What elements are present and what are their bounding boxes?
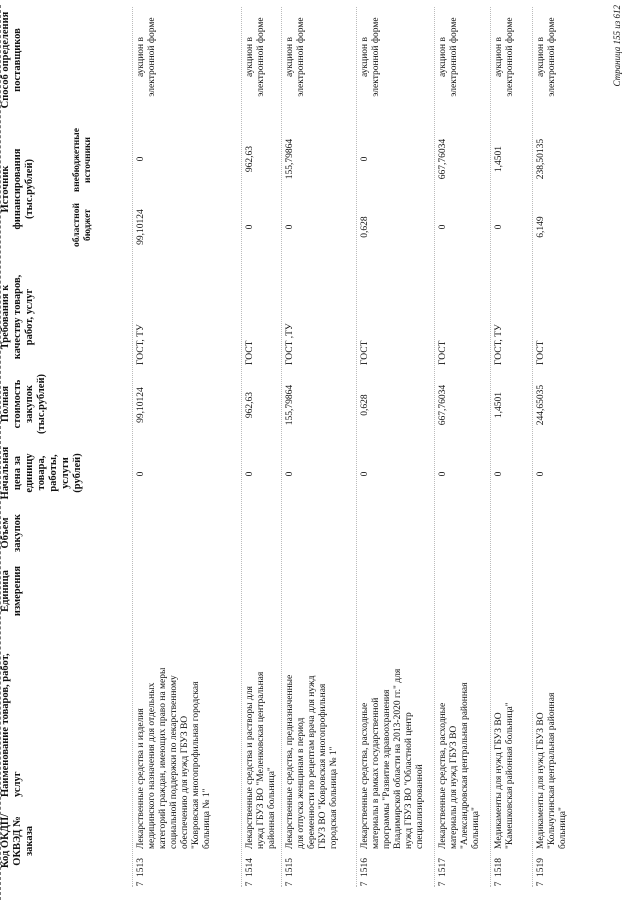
row-name: Лекарственные средства, расходные материалы для нужд ГБУЗ ВО "Александровская центральная районная больница" — [438, 682, 481, 849]
row-extra: 238,50135 — [536, 138, 546, 180]
row-regional: 0 — [245, 224, 255, 230]
row-separator — [532, 7, 533, 887]
row-full-cost: 667,76034 — [438, 384, 448, 426]
row-quality: ГОСТ — [438, 340, 448, 365]
row-code: 7 — [494, 881, 504, 887]
row-extra: 0 — [360, 156, 370, 162]
row-start-price: 0 — [360, 471, 370, 477]
row-name: Лекарственные средства, предназначенные для отпуска женщинам в период беременности по рецептам врача для нужд ГБУЗ ВО "Ковровская многопрофильная городская больница № 1" — [285, 674, 339, 849]
row-num: 1515 — [285, 858, 295, 877]
row-num: 1514 — [245, 858, 255, 877]
row-regional: 0,628 — [360, 216, 370, 238]
row-start-price: 0 — [536, 471, 546, 477]
row-full-cost: 99,10124 — [136, 387, 146, 423]
row-name: Медикаменты для нужд ГБУЗ ВО "Камешковская районная больница" — [494, 702, 515, 849]
row-code: 7 — [245, 881, 255, 887]
row-num: 1516 — [360, 858, 370, 877]
header-funding: Источник финансирования (тыс.рублей) — [0, 148, 35, 230]
row-full-cost: 155,79864 — [285, 384, 295, 426]
row-full-cost: 0,628 — [360, 394, 370, 416]
row-num: 1519 — [536, 858, 546, 877]
row-name: Лекарственные средства и изделия медицинского назначения для отдельных категорий граждан, имеющих право на меры социальной поддержки по лекарственному обеспечению для нужд ГБУЗ ВО "Ковровская многопрофильная городская больница № 1" — [136, 667, 212, 849]
row-quality: ГОСТ, ТУ — [136, 324, 146, 365]
row-code: 7 — [360, 881, 370, 887]
row-start-price: 0 — [285, 471, 295, 477]
header-volume: Объем закупок — [0, 514, 23, 552]
row-method: аукцион в электронной форме — [360, 17, 381, 97]
row-quality: ГОСТ — [536, 340, 546, 365]
row-code: 7 — [285, 881, 295, 887]
row-method: аукцион в электронной форме — [536, 17, 557, 97]
row-start-price: 0 — [494, 471, 504, 477]
row-method: аукцион в электронной форме — [494, 17, 515, 97]
header-start-price: Начальная цена за единицу товара, работы, услуги (рублей) — [0, 446, 83, 500]
row-full-cost: 244,65035 — [536, 384, 546, 426]
row-separator — [490, 7, 491, 887]
header-code: Код ОКДП/ ОКВЭД № заказа — [0, 813, 35, 869]
row-quality: ГОСТ ,ТУ — [285, 323, 295, 365]
header-name: Наименование товаров, работ, услуг — [0, 653, 23, 797]
row-quality: ГОСТ — [245, 340, 255, 365]
row-code: 7 — [536, 881, 546, 887]
row-extra: 155,79864 — [285, 138, 295, 180]
row-full-cost: 1,4501 — [494, 391, 504, 419]
row-code: 7 — [136, 881, 146, 887]
row-num: 1518 — [494, 858, 504, 877]
row-method: аукцион в электронной форме — [245, 17, 266, 97]
row-separator — [434, 7, 435, 887]
row-start-price: 0 — [136, 471, 146, 477]
row-separator — [356, 7, 357, 887]
row-extra: 1,4501 — [494, 145, 504, 173]
row-extra: 667,76034 — [438, 138, 448, 180]
row-regional: 0 — [285, 224, 295, 230]
row-num: 1513 — [136, 858, 146, 877]
row-full-cost: 962,63 — [245, 391, 255, 419]
row-extra: 0 — [136, 156, 146, 162]
row-code: 7 — [438, 881, 448, 887]
row-method: аукцион в электронной форме — [285, 17, 306, 97]
row-regional: 0 — [438, 224, 448, 230]
page-footer: Страница 155 из 612 — [612, 5, 622, 87]
row-regional: 6,149 — [536, 216, 546, 238]
row-name: Лекарственные средства, расходные материалы в рамках государственной программы "Развитие здравоохранения Владимирской области на 2013-2020 гг." для нужд ГБУЗ ВО "Областной центр специализированной — [360, 668, 425, 849]
row-extra: 962,63 — [245, 145, 255, 173]
header-full-cost: Полная стоимость закупок (тыс.рублей) — [0, 373, 47, 435]
row-method: аукцион в электронной форме — [438, 17, 459, 97]
row-regional: 99,10124 — [136, 209, 146, 245]
header-unit: Единица измерения — [0, 565, 23, 617]
row-separator — [281, 7, 282, 887]
row-start-price: 0 — [438, 471, 448, 477]
row-start-price: 0 — [245, 471, 255, 477]
row-separator — [132, 7, 133, 887]
header-funding-regional: областной бюджет — [72, 203, 93, 247]
header-funding-extra: внебюджетные источники — [72, 128, 93, 192]
row-quality: ГОСТ — [360, 340, 370, 365]
row-regional: 0 — [494, 224, 504, 230]
row-separator — [241, 7, 242, 887]
row-name: Медикаменты для нужд ГБУЗ ВО "Кольчугинская центральная районная больница" — [536, 692, 568, 849]
row-quality: ГОСТ, ТУ — [494, 324, 504, 365]
row-method: аукцион в электронной форме — [136, 17, 157, 97]
header-quality: Требования к качеству товаров, работ, услуг — [0, 274, 35, 360]
header-method: Способ определения поставщиков — [0, 11, 23, 109]
row-num: 1517 — [438, 858, 448, 877]
row-name: Лекарственные средства и растворы для нужд ГБУЗ ВО "Меленковская центральная районная больница" — [245, 671, 277, 849]
